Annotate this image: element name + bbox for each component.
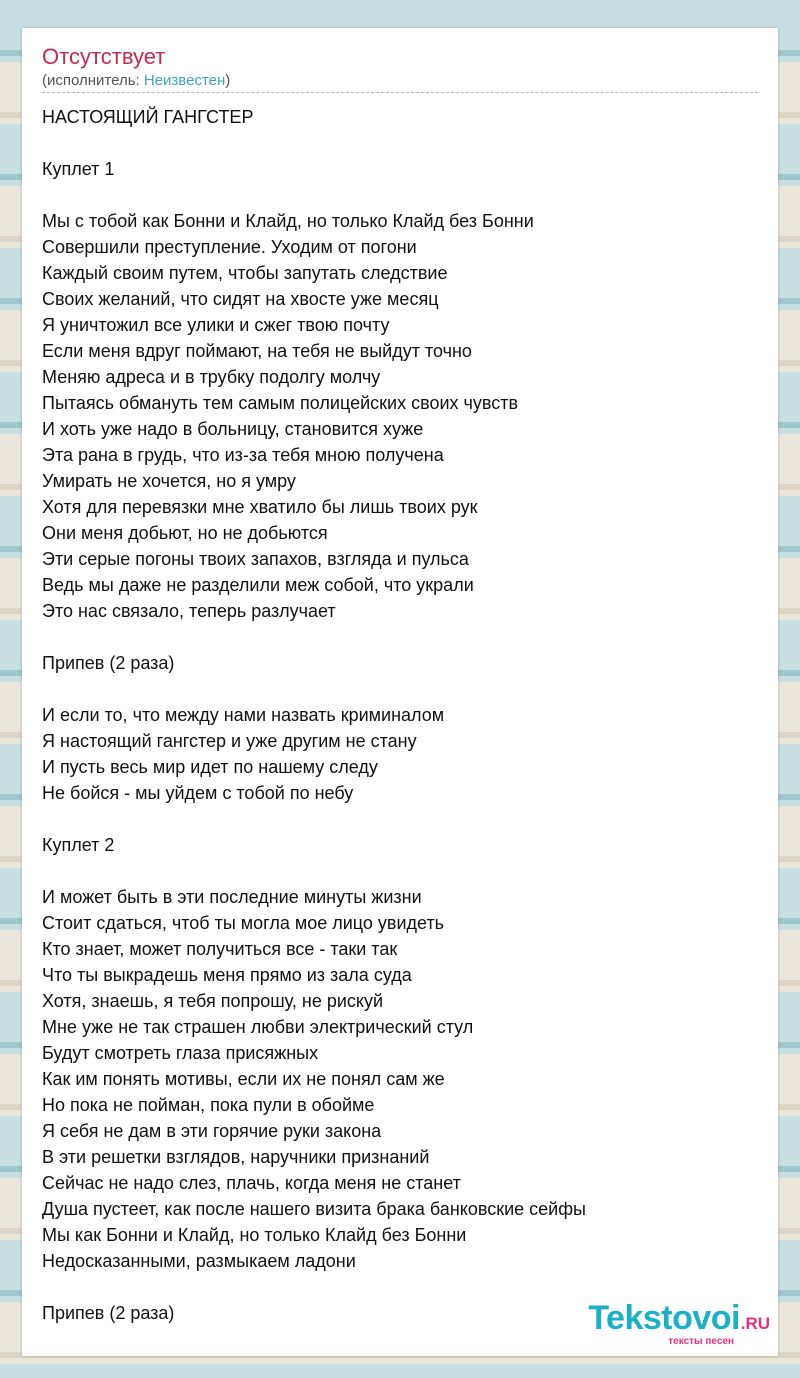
artist-suffix: )	[225, 72, 231, 89]
lyric-line: Эти серые погоны твоих запахов, взгляда и пульса	[42, 549, 469, 569]
lyric-line: Душа пустеет, как после нашего визита брака банковские сейфы	[42, 1199, 586, 1219]
lyric-line: Мы с тобой как Бонни и Клайд, но только Клайд без Бонни	[42, 211, 534, 231]
lyric-line: Эта рана в грудь, что из-за тебя мною получена	[42, 445, 444, 465]
lyric-line: Что ты выкрадешь меня прямо из зала суда	[42, 965, 412, 985]
lyric-line: И если то, что между нами назвать криминалом	[42, 705, 445, 725]
lyric-line: Мы как Бонни и Клайд, но только Клайд без Бонни	[42, 1225, 467, 1245]
logo-wordmark: Tekstovoi	[588, 1299, 740, 1337]
lyric-line: НАСТОЯЩИЙ ГАНГСТЕР	[42, 107, 254, 127]
lyric-line: Припев (2 раза)	[42, 653, 175, 673]
lyric-line: Ведь мы даже не разделили меж собой, что украли	[42, 575, 474, 595]
lyric-line: Хотя, знаешь, я тебя попрошу, не рискуй	[42, 991, 384, 1011]
site-logo[interactable]	[560, 1300, 770, 1348]
lyric-line: Не бойся - мы уйдем с тобой по небу	[42, 783, 354, 803]
lyric-line: Как им понять мотивы, если их не понял сам же	[42, 1069, 445, 1089]
lyric-line: Меняю адреса и в трубку подолгу молчу	[42, 367, 381, 387]
lyric-line	[42, 676, 758, 702]
lyric-line: Хотя для перевязки мне хватило бы лишь твоих рук	[42, 497, 478, 517]
logo-subtitle: тексты песен	[668, 1336, 734, 1347]
lyric-line: Сейчас не надо слез, плачь, когда меня не станет	[42, 1173, 461, 1193]
lyric-line: И хоть уже надо в больницу, становится хуже	[42, 419, 424, 439]
artist-link[interactable]: Неизвестен	[143, 72, 226, 89]
artist-prefix: (исполнитель:	[42, 72, 144, 89]
lyric-line: Каждый своим путем, чтобы запутать следствие	[42, 263, 448, 283]
lyric-line: Кто знает, может получиться все - таки так	[42, 939, 398, 959]
lyric-line: Недосказанными, размыкаем ладони	[42, 1251, 356, 1271]
lyric-line: Я себя не дам в эти горячие руки закона	[42, 1121, 382, 1141]
lyric-line: И пусть весь мир идет по нашему следу	[42, 757, 378, 777]
lyric-line	[42, 858, 758, 884]
lyric-line: Это нас связало, теперь разлучает	[42, 601, 336, 621]
lyric-line: Куплет 1	[42, 159, 115, 179]
song-title: Отсутствует	[42, 44, 166, 69]
lyric-line: Припев (2 раза)	[42, 1303, 175, 1323]
lyric-line: В эти решетки взглядов, наручники признаний	[42, 1147, 430, 1167]
lyric-line: Будут смотреть глаза присяжных	[42, 1043, 319, 1063]
lyric-line: Своих желаний, что сидят на хвосте уже месяц	[42, 289, 439, 309]
lyric-line	[42, 130, 758, 156]
lyric-line: Но пока не пойман, пока пули в обойме	[42, 1095, 375, 1115]
lyrics-text	[42, 104, 758, 1326]
lyric-line: Если меня вдруг поймают, на тебя не выйдут точно	[42, 341, 472, 361]
lyric-line: Я уничтожил все улики и сжег твою почту	[42, 315, 390, 335]
lyric-line	[42, 806, 758, 832]
lyric-line	[42, 182, 758, 208]
artist-line	[42, 72, 230, 90]
lyric-line	[42, 624, 758, 650]
lyric-line: Совершили преступление. Уходим от погони	[42, 237, 417, 257]
lyrics-card	[22, 28, 778, 1356]
lyric-line: И может быть в эти последние минуты жизни	[42, 887, 422, 907]
lyric-line: Пытаясь обмануть тем самым полицейских своих чувств	[42, 393, 519, 413]
lyric-line: Стоит сдаться, чтоб ты могла мое лицо увидеть	[42, 913, 445, 933]
header-divider	[42, 92, 758, 93]
lyric-line: Мне уже не так страшен любви электрический стул	[42, 1017, 474, 1037]
lyric-line: Я настоящий гангстер и уже другим не стану	[42, 731, 417, 751]
logo-tld: .RU	[740, 1314, 770, 1333]
lyric-line: Куплет 2	[42, 835, 115, 855]
lyric-line	[42, 1274, 758, 1300]
lyric-line: Умирать не хочется, но я умру	[42, 471, 296, 491]
lyric-line: Они меня добьют, но не добьются	[42, 523, 328, 543]
